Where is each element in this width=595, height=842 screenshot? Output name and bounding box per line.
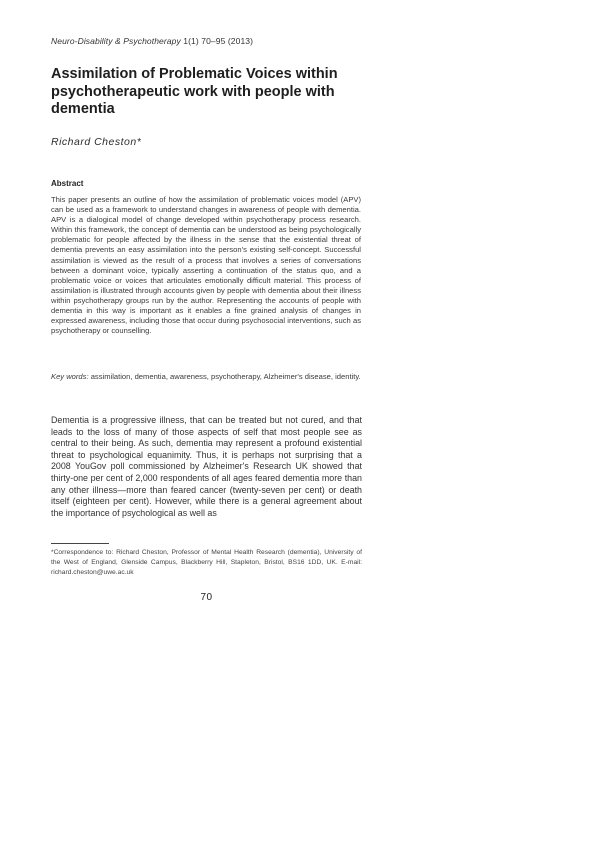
keywords-list: assimilation, dementia, awareness, psychotherapy, Alzheimer's disease, identity. — [90, 372, 361, 381]
correspondence-footnote: *Correspondence to: Richard Cheston, Professor of Mental Health Research (dementia), University of the West of England, Glenside Campus, Blackberry Hill, Stapleton, Bristol, BS16 1DD, UK. E-mail: richard.cheston@uwe.ac.uk — [51, 549, 362, 576]
author-name: Richard Cheston* — [51, 136, 142, 148]
page-number: 70 — [200, 592, 213, 603]
citation: 1(1) 70–95 (2013) — [183, 36, 254, 46]
footnote-divider — [51, 543, 109, 544]
abstract-text: This paper presents an outline of how the assimilation of problematic voices model (APV) can be used as a framework to understand changes in awareness of people with dementia. APV is a dialogical model of change developed within psychotherapy process research. Within this framework, the concept of dementia can be understood as being psychologically problematic for people affected by the illness in the sense that the existential threat of dementia prevents an easy assimilation into the person's existing self-concept. Successful assimilation is viewed as the result of a process that involves a series of conversations between a dominant voice, typically asserting a continuation of the status quo, and a problematic voice or voices that articulates emotionally difficult material. This process of assimilation is illustrated through accounts given by people with dementia about their illness within psychotherapy groups run by the author. Representing the accounts of people with dementia in this way is important as it enables a fine grained analysis of changes in expressed awareness, including those that occur during psychosocial interventions, such as psychotherapy or counselling. — [51, 195, 361, 336]
journal-name: Neuro-Disability & Psychotherapy — [51, 36, 181, 46]
keywords — [51, 372, 361, 382]
abstract-heading: Abstract — [51, 179, 84, 188]
running-head — [51, 36, 253, 46]
keywords-label: Key words: — [51, 372, 89, 381]
body-paragraph: Dementia is a progressive illness, that can be treated but not cured, and that leads to the loss of many of those aspects of self that most people see as central to their being. As such, dementia may represent a profound existential threat to psychological equanimity. Thus, it is perhaps not surprising that a 2008 YouGov poll commissioned by Alzheimer's Research UK showed that thirty-one per cent of 2,000 respondents of all ages feared dementia more than any other illness—more than feared cancer (twenty-seven per cent) or death itself (eighteen per cent). However, while there is a general agreement about the importance of psychological as well as — [51, 415, 362, 518]
article-title: Assimilation of Problematic Voices within psychotherapeutic work with people with dementia — [51, 66, 338, 117]
